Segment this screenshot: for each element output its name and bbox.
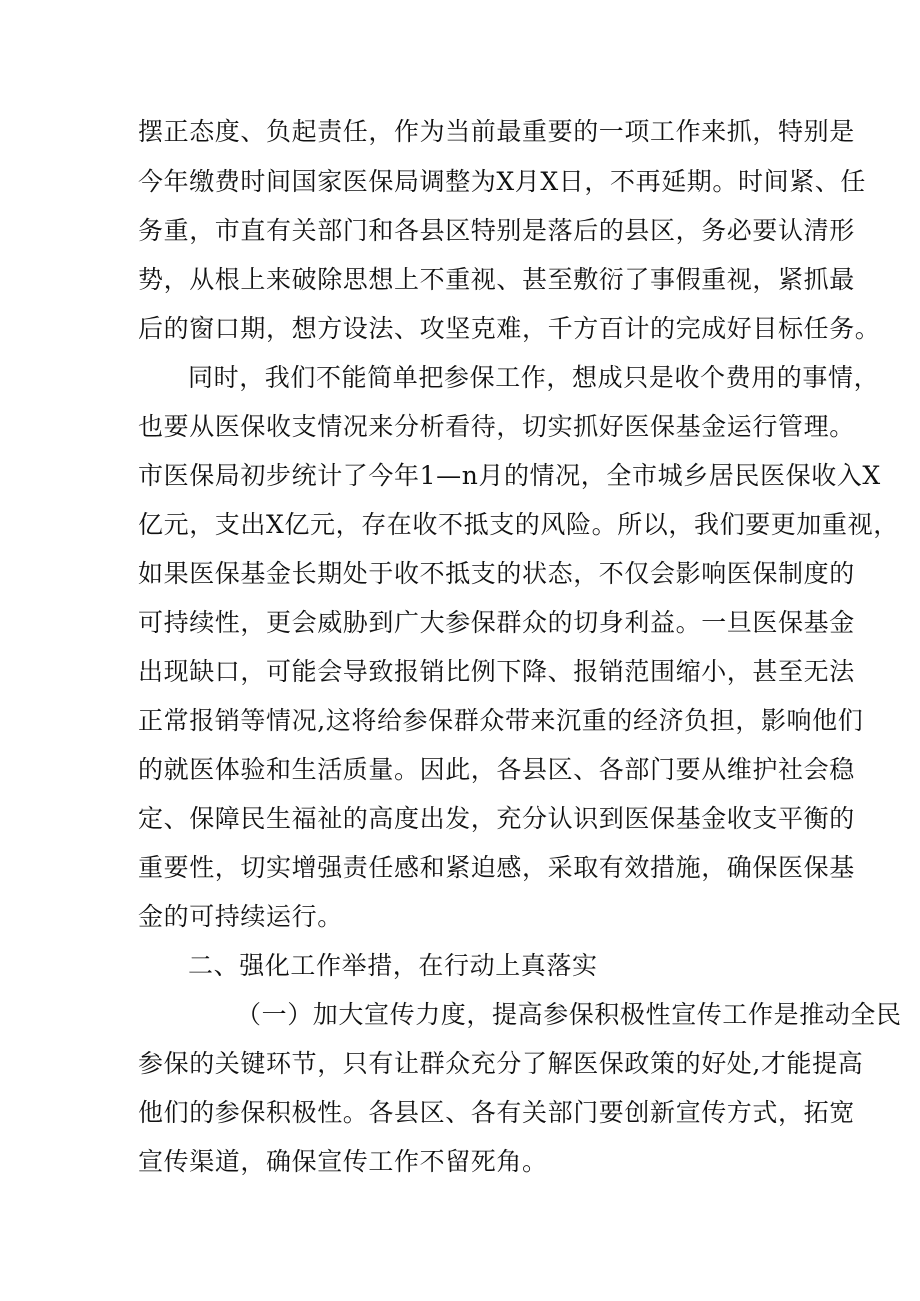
paragraph-line: 定、保障民生福祉的高度出发，充分认识到医保基金收支平衡的 [138,804,855,833]
section-heading: 二、强化工作举措，在行动上真落实 [188,951,598,980]
subsection-heading-line: （一）加大宣传力度，提高参保积极性宣传工作是推动全民 [236,1000,902,1029]
paragraph-line: 后的窗口期，想方设法、攻坚克难，千方百计的完成好目标任务。 [138,314,881,343]
paragraph-line: 正常报销等情况,这将给参保群众带来沉重的经济负担，影响他们 [138,706,864,735]
paragraph-line: 如果医保基金长期处于收不抵支的状态，不仅会影响医保制度的 [138,559,855,588]
paragraph-line: 的就医体验和生活质量。因此，各县区、各部门要从维护社会稳 [138,755,855,784]
paragraph-line: 宣传渠道，确保宣传工作不留死角。 [138,1147,548,1176]
paragraph-line: 市医保局初步统计了今年1—n月的情况，全市城乡居民医保收入X [138,461,881,490]
paragraph-line: 今年缴费时间国家医保局调整为X月X日，不再延期。时间紧、任 [138,167,866,196]
paragraph-line: 务重，市直有关部门和各县区特别是落后的县区，务必要认清形 [138,216,855,245]
paragraph-line: 同时，我们不能简单把参保工作，想成只是收个费用的事情， [188,363,880,392]
paragraph-line: 也要从医保收支情况来分析看待，切实抓好医保基金运行管理。 [138,412,855,441]
paragraph-line: 金的可持续运行。 [138,902,343,931]
paragraph-line: 势，从根上来破除思想上不重视、甚至敷衍了事假重视，紧抓最 [138,265,855,294]
paragraph-line: 出现缺口，可能会导致报销比例下降、报销范围缩小，甚至无法 [138,657,855,686]
paragraph-line: 重要性，切实增强责任感和紧迫感，采取有效措施，确保医保基 [138,853,855,882]
paragraph-line: 参保的关键环节，只有让群众充分了解医保政策的好处,才能提高 [138,1049,864,1078]
paragraph-line: 可持续性，更会威胁到广大参保群众的切身利益。一旦医保基金 [138,608,855,637]
paragraph-line: 亿元，支出X亿元，存在收不抵支的风险。所以，我们要更加重视， [138,510,899,539]
paragraph-line: 他们的参保积极性。各县区、各有关部门要创新宣传方式，拓宽 [138,1098,855,1127]
paragraph-line: 摆正态度、负起责任，作为当前最重要的一项工作来抓，特别是 [138,117,855,146]
